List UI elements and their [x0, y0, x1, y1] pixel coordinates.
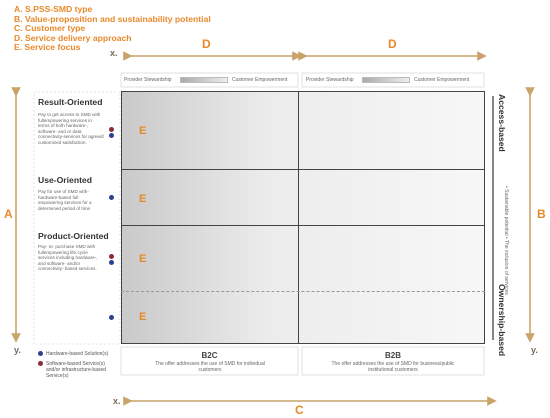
row-title-product: Product-Oriented: [38, 231, 109, 241]
letter-c: C: [295, 403, 304, 417]
e-label-bottom: E: [139, 311, 147, 323]
grid-line-dashed: [121, 291, 485, 292]
column-title-b2b: B2B: [384, 351, 401, 360]
legend-item-d: D. Service delivery approach: [14, 32, 132, 43]
row-desc-product: Pay- to- purchase SMD with fullempowering life cycle services including hardware-, and software- and/or connectivity- based services.: [38, 244, 98, 272]
stewardship-left-customer: Customer Empowerment: [232, 77, 288, 83]
e-label-use: E: [139, 193, 147, 205]
row-desc-use: Pay for use of SMD with-hardware-based full empowering services for a determined period of time: [38, 189, 92, 211]
legend-item-a: A. S.PSS-SMD type: [14, 4, 93, 14]
row-desc-result: Pay to get access to SMD with fullempowering services in terms of both hardware-, software- and or data connectivity-services for agreed/ customized satisfaction.: [38, 112, 104, 145]
column-sub-b2c: The offer addresses the use of SMD for individual customers: [155, 361, 265, 373]
dot-hardware-use: [109, 195, 114, 200]
row-title-result: Result-Oriented: [38, 97, 103, 107]
legend-item-e: E. Service focus: [14, 42, 81, 53]
column-title-b2c: B2C: [201, 351, 218, 360]
e-label-product: E: [139, 253, 147, 265]
x-label-bottom: x.: [113, 396, 121, 406]
e-label-result: E: [139, 125, 147, 137]
stewardship-right-gradient: [362, 77, 410, 83]
grid-vertical-line: [298, 91, 299, 344]
ownership-based-label: Ownership-based: [497, 284, 507, 357]
letter-a: A: [4, 207, 13, 221]
dot-hardware-product: [109, 260, 114, 265]
stewardship-right-provider: Provider Stewardship: [306, 77, 354, 83]
row-title-use: Use-Oriented: [38, 175, 92, 185]
grid-line-2: [121, 225, 485, 226]
sustainability-label: • Sustainable potential • The inclusion of services: [503, 186, 509, 295]
stewardship-left-gradient: [180, 77, 228, 83]
legend-hardware-dot: [38, 351, 43, 356]
stewardship-left-provider: Provider Stewardship: [124, 77, 172, 83]
x-label-top: x.: [110, 48, 118, 58]
grid-line-1: [121, 169, 485, 170]
dot-software-product: [109, 254, 114, 259]
matrix-grid: [121, 91, 485, 344]
y-label-right: y.: [531, 345, 538, 355]
letter-b: B: [537, 207, 546, 221]
legend-software-label: Software-based Service(s) and/or infrastructure-based Service(s): [46, 361, 107, 379]
legend-software-dot: [38, 361, 43, 366]
legend-item-b: B. Value-proposition and sustainability potential: [14, 13, 211, 24]
dot-software-result: [109, 127, 114, 132]
dot-hardware-bottom: [109, 315, 114, 320]
legend-hardware-label: Hardware-based Solution(s): [46, 351, 109, 357]
letter-d-left: D: [202, 37, 211, 51]
column-sub-b2b: The offer addresses the use of SMD for business/public institutional customers: [331, 361, 455, 373]
dot-hardware-result: [109, 133, 114, 138]
stewardship-right-customer: Customer Empowerment: [414, 77, 470, 83]
letter-d-right: D: [388, 37, 397, 51]
access-based-label: Access-based: [497, 94, 507, 152]
legend-item-c: C. Customer type: [14, 23, 86, 34]
y-label-left: y.: [14, 345, 21, 355]
